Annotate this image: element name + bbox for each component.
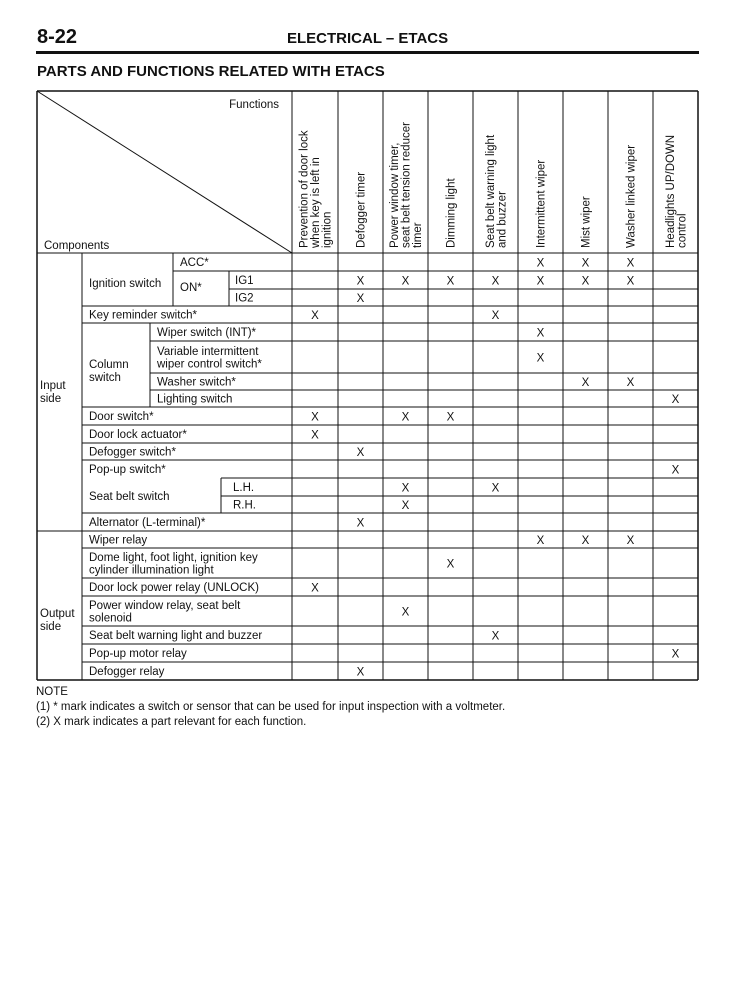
x-mark: X — [581, 257, 590, 270]
page-number: 8-22 — [37, 26, 78, 48]
x-mark: X — [311, 310, 319, 322]
row-label-3: IG2 — [235, 292, 254, 305]
section-title: ELECTRICAL – ETACS — [287, 30, 449, 47]
row-label-21: Pop-up motor relay — [89, 648, 187, 660]
x-mark: X — [626, 535, 635, 547]
row-label-14: R.H. — [233, 499, 256, 512]
x-mark: X — [626, 377, 635, 389]
row-label-8: Lighting switch — [157, 393, 233, 406]
note-item-2: (2) X mark indicates a part relevant for each function. — [36, 716, 307, 728]
row-label-6: Variable intermittent — [157, 345, 259, 358]
row-label-19: solenoid — [89, 612, 132, 625]
row-label-16: Wiper relay — [89, 534, 148, 547]
row-label-4: Key reminder switch* — [89, 309, 198, 322]
row-label-7: Washer switch* — [157, 376, 236, 389]
x-mark: X — [491, 482, 500, 495]
x-mark: X — [671, 464, 680, 477]
x-mark: X — [356, 666, 365, 679]
x-mark: X — [356, 447, 365, 459]
row-label-9: Door switch* — [89, 411, 154, 423]
x-mark: X — [581, 535, 590, 547]
x-mark: X — [311, 411, 319, 424]
x-mark: X — [491, 275, 500, 288]
function-header-1: ignition — [321, 211, 334, 248]
row-label-11: Defogger switch* — [89, 446, 176, 459]
function-header-9: Headlights UP/DOWN — [664, 134, 677, 248]
x-mark: X — [356, 275, 365, 288]
x-mark: X — [446, 275, 455, 288]
row-label-5: Wiper switch (INT)* — [157, 327, 257, 339]
page-title: PARTS AND FUNCTIONS RELATED WITH ETACS — [37, 63, 385, 80]
x-mark: X — [671, 648, 680, 661]
x-mark: X — [536, 535, 545, 547]
group-output-label: side — [40, 621, 62, 633]
x-mark: X — [581, 377, 590, 389]
x-mark: X — [356, 517, 365, 530]
x-mark: X — [401, 411, 410, 424]
function-header-1: when key is left in — [310, 157, 322, 248]
x-mark: X — [536, 327, 545, 340]
x-mark: X — [311, 429, 319, 442]
function-header-5: Seat belt warning light — [484, 134, 497, 248]
row-label-20: Seat belt warning light and buzzer — [89, 630, 263, 642]
row-label-17: Dome light, foot light, ignition key — [89, 551, 258, 564]
x-mark: X — [491, 630, 500, 643]
row-label-10: Door lock actuator* — [89, 429, 187, 441]
column-switch-label: Column — [89, 359, 129, 371]
row-label-12: Pop-up switch* — [89, 464, 166, 476]
x-mark: X — [401, 482, 410, 495]
function-header-3: seat belt tension reducer — [400, 122, 413, 248]
function-header-3: Power window timer, — [389, 142, 401, 248]
x-mark: X — [401, 606, 410, 619]
on-label: ON* — [180, 282, 202, 294]
x-mark: X — [491, 310, 500, 322]
seatbelt-switch-label: Seat belt switch — [89, 491, 170, 503]
row-label-22: Defogger relay — [89, 666, 165, 678]
function-header-6: Intermittent wiper — [535, 159, 548, 248]
ignition-switch-label: Ignition switch — [89, 278, 162, 290]
row-label-6: wiper control switch* — [157, 358, 262, 371]
function-header-2: Defogger timer — [355, 171, 368, 248]
row-label-15: Alternator (L-terminal)* — [89, 517, 206, 529]
group-input-label: side — [40, 393, 62, 405]
row-label-19: Power window relay, seat belt — [89, 599, 241, 612]
note-heading: NOTE — [36, 686, 68, 698]
x-mark: X — [401, 500, 410, 512]
x-mark: X — [536, 275, 545, 288]
function-header-8: Washer linked wiper — [625, 144, 638, 248]
x-mark: X — [311, 582, 319, 595]
corner-diagonal — [37, 91, 292, 253]
function-header-4: Dimming light — [445, 178, 458, 248]
function-header-3: timer — [412, 222, 424, 248]
x-mark: X — [401, 275, 410, 288]
function-header-7: Mist wiper — [580, 196, 593, 248]
corner-functions-label: Functions — [229, 99, 279, 111]
x-mark: X — [626, 257, 635, 270]
x-mark: X — [536, 257, 545, 270]
row-label-13: L.H. — [233, 482, 255, 494]
x-mark: X — [626, 275, 635, 288]
row-label-18: Door lock power relay (UNLOCK) — [89, 582, 259, 594]
function-header-5: and buzzer — [496, 191, 509, 248]
column-switch-label: switch — [89, 372, 121, 384]
corner-components-label: Components — [44, 240, 110, 252]
x-mark: X — [581, 275, 590, 288]
function-header-9: control — [676, 213, 689, 248]
group-output-label: Output — [40, 608, 75, 620]
x-mark: X — [446, 411, 455, 424]
row-label-17: cylinder illumination light — [89, 564, 214, 577]
function-header-1: Prevention of door lock — [298, 130, 311, 248]
x-mark: X — [356, 293, 365, 305]
note-item-1: (1) * mark indicates a switch or sensor that can be used for input inspection with a voltmeter. — [36, 701, 506, 713]
row-label-2: IG1 — [235, 275, 254, 287]
x-mark: X — [671, 394, 680, 406]
x-mark: X — [536, 352, 545, 365]
x-mark: X — [446, 558, 455, 571]
row-label-1: ACC* — [180, 257, 209, 269]
group-input-label: Input — [40, 380, 66, 392]
